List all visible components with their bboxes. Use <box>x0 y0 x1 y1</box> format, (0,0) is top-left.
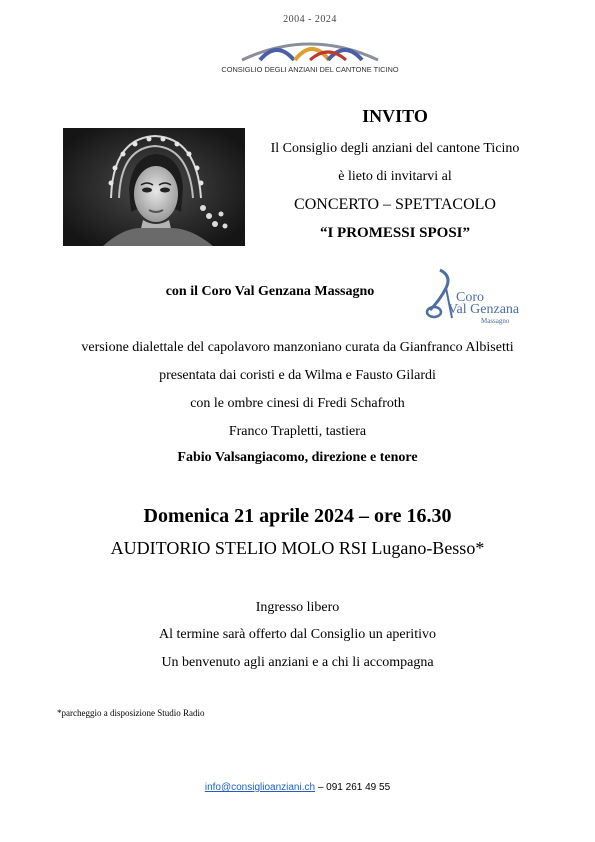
invitation-pleased: è lieto di invitarvi al <box>338 169 452 184</box>
shadows-line: con le ombre cinesi di Fredi Schafroth <box>190 396 405 411</box>
arches-icon <box>240 26 380 62</box>
event-date: Domenica 21 aprile 2024 – ore 16.30 <box>143 505 452 527</box>
aperitif-note: Al termine sarà offerto dal Consiglio un aperitivo <box>159 627 436 642</box>
organization-name: CONSIGLIO DEGLI ANZIANI DEL CANTONE TICINO <box>221 65 399 74</box>
welcome-note: Un benvenuto agli anziani e a chi li accompagna <box>161 655 434 670</box>
event-venue: AUDITORIO STELIO MOLO RSI Lugano-Besso* <box>110 538 485 558</box>
entry-note: Ingresso libero <box>255 600 340 615</box>
portrait-photo <box>63 128 245 246</box>
choir-logo-line3: Massagno <box>481 317 510 325</box>
choir-logo-line1: Coro <box>456 290 484 305</box>
logo-years: 2004 - 2024 <box>283 14 337 25</box>
phone-number: – 091 261 49 55 <box>317 782 391 793</box>
event-name: “I PROMESSI SPOSI” <box>319 225 471 241</box>
choir-line: con il Coro Val Genzana Massagno <box>165 284 375 299</box>
council-logo <box>215 12 405 82</box>
email-link[interactable]: info@consiglioanziani.ch <box>204 782 316 793</box>
footer-contact <box>0 782 595 793</box>
choir-logo-line2: Val Genzana <box>448 302 520 317</box>
invitation-council: Il Consiglio degli anziani del cantone Ticino <box>270 141 520 156</box>
keyboard-line: Franco Trapletti, tastiera <box>228 424 367 439</box>
version-line: versione dialettale del capolavoro manzoniano curata da Gianfranco Albisetti <box>81 340 514 355</box>
invitation-title: INVITO <box>362 106 428 126</box>
choir-logo <box>418 264 518 328</box>
event-type: CONCERTO – SPETTACOLO <box>294 196 496 213</box>
presented-line: presentata dai coristi e da Wilma e Fausto Gilardi <box>159 368 436 383</box>
direction-line: Fabio Valsangiacomo, direzione e tenore <box>177 450 418 465</box>
parking-note: *parcheggio a disposizione Studio Radio <box>57 708 205 718</box>
